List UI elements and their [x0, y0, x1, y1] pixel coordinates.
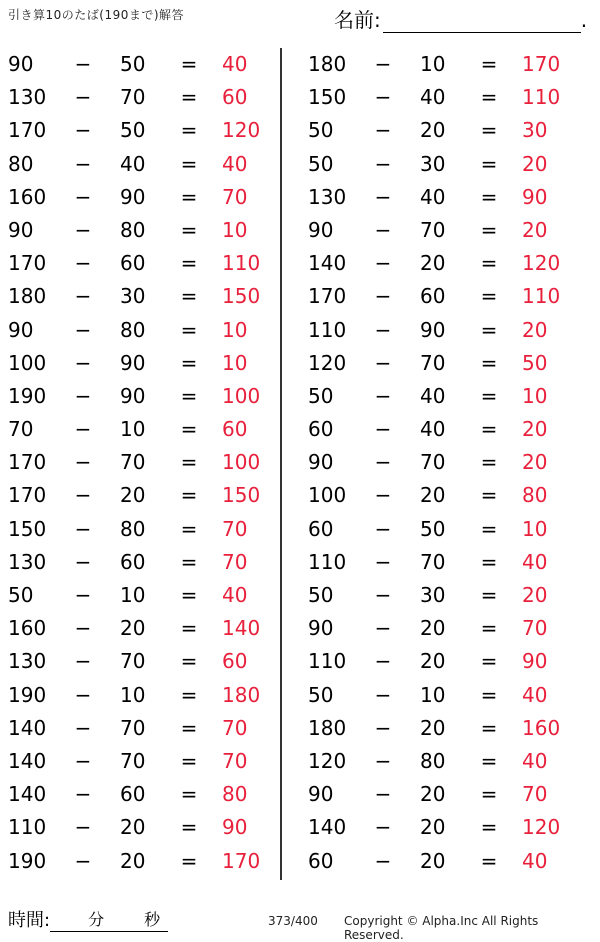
answer: 80 — [222, 782, 248, 807]
minus-sign: − — [374, 450, 392, 475]
equals-sign: = — [180, 217, 198, 242]
subtrahend: 40 — [120, 151, 146, 176]
minuend: 90 — [308, 782, 334, 807]
equals-sign: = — [180, 848, 198, 873]
column-divider — [280, 48, 282, 880]
minuend: 110 — [308, 649, 347, 674]
answer: 70 — [222, 748, 248, 773]
equals-sign: = — [480, 450, 498, 475]
minus-sign: − — [74, 184, 92, 209]
equals-sign: = — [180, 450, 198, 475]
equals-sign: = — [480, 217, 498, 242]
minus-sign: − — [374, 417, 392, 442]
subtrahend: 80 — [420, 748, 446, 773]
minutes-label: 分 — [88, 910, 105, 929]
minuend: 90 — [8, 52, 34, 76]
minus-sign: − — [74, 848, 92, 873]
minuend: 190 — [8, 383, 47, 408]
subtrahend: 20 — [420, 118, 446, 143]
equals-sign: = — [180, 184, 198, 209]
minuend: 100 — [8, 350, 47, 375]
minus-sign: − — [74, 350, 92, 375]
equals-sign: = — [480, 516, 498, 541]
minuend: 90 — [308, 616, 334, 641]
minuend: 120 — [308, 748, 347, 773]
minus-sign: − — [374, 848, 392, 873]
answer: 110 — [222, 251, 261, 276]
equals-sign: = — [180, 782, 198, 807]
seconds-label: 秒 — [144, 910, 161, 929]
subtrahend: 90 — [120, 383, 146, 408]
minus-sign: − — [374, 118, 392, 143]
subtrahend: 10 — [120, 682, 146, 707]
minuend: 180 — [308, 52, 347, 76]
subtrahend: 70 — [120, 715, 146, 740]
minus-sign: − — [374, 616, 392, 641]
minuend: 90 — [8, 217, 34, 242]
subtrahend: 40 — [420, 184, 446, 209]
answer: 20 — [522, 217, 548, 242]
minuend: 50 — [308, 383, 334, 408]
subtrahend: 70 — [420, 450, 446, 475]
answer: 180 — [222, 682, 261, 707]
minus-sign: − — [374, 748, 392, 773]
minuend: 70 — [8, 417, 34, 442]
minuend: 180 — [308, 715, 347, 740]
subtrahend: 20 — [420, 616, 446, 641]
answer: 10 — [222, 217, 248, 242]
minuend: 160 — [8, 616, 47, 641]
minus-sign: − — [74, 549, 92, 574]
subtrahend: 90 — [120, 184, 146, 209]
minuend: 50 — [308, 583, 334, 607]
answer: 70 — [222, 715, 248, 740]
minus-sign: − — [74, 450, 92, 475]
subtrahend: 10 — [420, 52, 446, 76]
subtrahend: 80 — [120, 217, 146, 242]
subtrahend: 30 — [420, 583, 446, 607]
minus-sign: − — [74, 118, 92, 143]
equals-sign: = — [480, 782, 498, 807]
minuend: 140 — [308, 815, 347, 840]
time-field — [8, 906, 168, 932]
minuend: 170 — [8, 483, 47, 508]
minus-sign: − — [74, 483, 92, 508]
equals-sign: = — [180, 715, 198, 740]
equals-sign: = — [180, 549, 198, 574]
minus-sign: − — [374, 383, 392, 408]
name-field — [334, 4, 587, 33]
answer: 60 — [222, 417, 248, 442]
subtrahend: 30 — [120, 284, 146, 309]
subtrahend: 20 — [120, 483, 146, 508]
subtrahend: 10 — [120, 583, 146, 607]
answer: 60 — [222, 85, 248, 110]
minuend: 90 — [308, 217, 334, 242]
equals-sign: = — [180, 52, 198, 76]
minus-sign: − — [74, 217, 92, 242]
name-label: 名前: — [334, 8, 381, 32]
minuend: 150 — [308, 85, 347, 110]
minus-sign: − — [374, 217, 392, 242]
subtrahend: 20 — [420, 483, 446, 508]
answer: 110 — [522, 284, 561, 309]
minus-sign: − — [374, 583, 392, 607]
minuend: 110 — [308, 317, 347, 342]
minuend: 50 — [308, 151, 334, 176]
equals-sign: = — [180, 417, 198, 442]
minuend: 160 — [8, 184, 47, 209]
answer: 70 — [222, 516, 248, 541]
minuend: 60 — [308, 848, 334, 873]
page-number: 373/400 — [268, 914, 318, 928]
subtrahend: 50 — [120, 118, 146, 143]
minus-sign: − — [74, 284, 92, 309]
answer: 20 — [522, 317, 548, 342]
subtrahend: 20 — [420, 848, 446, 873]
equals-sign: = — [480, 649, 498, 674]
equals-sign: = — [180, 350, 198, 375]
minus-sign: − — [74, 616, 92, 641]
equals-sign: = — [180, 251, 198, 276]
answer: 160 — [522, 715, 561, 740]
minus-sign: − — [74, 52, 92, 76]
time-line[interactable] — [50, 909, 168, 932]
minus-sign: − — [374, 284, 392, 309]
minuend: 140 — [308, 251, 347, 276]
answer: 170 — [522, 52, 561, 76]
answer: 70 — [522, 616, 548, 641]
subtrahend: 90 — [120, 350, 146, 375]
equals-sign: = — [480, 583, 498, 607]
time-label: 時間: — [8, 910, 51, 931]
minus-sign: − — [374, 317, 392, 342]
minuend: 130 — [8, 85, 47, 110]
equals-sign: = — [480, 350, 498, 375]
subtrahend: 60 — [120, 251, 146, 276]
equals-sign: = — [480, 184, 498, 209]
subtrahend: 30 — [420, 151, 446, 176]
subtrahend: 80 — [120, 317, 146, 342]
answer: 120 — [522, 815, 561, 840]
subtrahend: 20 — [120, 848, 146, 873]
subtrahend: 50 — [420, 516, 446, 541]
subtrahend: 70 — [120, 450, 146, 475]
equals-sign: = — [180, 516, 198, 541]
equals-sign: = — [180, 118, 198, 143]
minuend: 190 — [8, 682, 47, 707]
answer: 140 — [222, 616, 261, 641]
answer: 120 — [522, 251, 561, 276]
minus-sign: − — [74, 815, 92, 840]
minus-sign: − — [74, 649, 92, 674]
minus-sign: − — [374, 516, 392, 541]
answer: 20 — [522, 417, 548, 442]
minus-sign: − — [74, 383, 92, 408]
copyright-notice: Copyright © Alpha.Inc All Rights Reserved. — [344, 914, 539, 942]
minuend: 110 — [8, 815, 47, 840]
answer: 120 — [222, 118, 261, 143]
subtrahend: 10 — [120, 417, 146, 442]
equals-sign: = — [480, 151, 498, 176]
equals-sign: = — [480, 417, 498, 442]
answer: 40 — [522, 848, 548, 873]
name-end-mark: . — [580, 8, 588, 32]
minuend: 50 — [308, 118, 334, 143]
minus-sign: − — [74, 151, 92, 176]
subtrahend: 70 — [420, 217, 446, 242]
answer: 60 — [222, 649, 248, 674]
answer: 40 — [522, 748, 548, 773]
minus-sign: − — [374, 782, 392, 807]
minuend: 170 — [308, 284, 347, 309]
answer: 110 — [522, 85, 561, 110]
equals-sign: = — [480, 52, 498, 76]
subtrahend: 70 — [120, 85, 146, 110]
equals-sign: = — [180, 616, 198, 641]
minus-sign: − — [374, 52, 392, 76]
equals-sign: = — [480, 848, 498, 873]
minus-sign: − — [374, 483, 392, 508]
minuend: 110 — [308, 549, 347, 574]
equals-sign: = — [180, 151, 198, 176]
answer: 150 — [222, 284, 261, 309]
minuend: 140 — [8, 782, 47, 807]
answer: 70 — [222, 549, 248, 574]
answer: 70 — [522, 782, 548, 807]
subtrahend: 20 — [120, 815, 146, 840]
answer: 20 — [522, 583, 548, 607]
equals-sign: = — [180, 383, 198, 408]
answer: 40 — [222, 583, 248, 607]
equals-sign: = — [180, 682, 198, 707]
minus-sign: − — [374, 549, 392, 574]
minus-sign: − — [374, 85, 392, 110]
minuend: 130 — [8, 649, 47, 674]
equals-sign: = — [480, 284, 498, 309]
equals-sign: = — [180, 317, 198, 342]
answer: 90 — [522, 649, 548, 674]
minus-sign: − — [74, 516, 92, 541]
subtrahend: 50 — [120, 52, 146, 76]
answer: 40 — [222, 151, 248, 176]
subtrahend: 40 — [420, 383, 446, 408]
minus-sign: − — [374, 715, 392, 740]
minuend: 190 — [8, 848, 47, 873]
minus-sign: − — [74, 417, 92, 442]
equals-sign: = — [480, 383, 498, 408]
subtrahend: 20 — [420, 649, 446, 674]
equals-sign: = — [180, 284, 198, 309]
worksheet-title: 引き算10のたば(190まで)解答 — [8, 8, 185, 22]
minuend: 170 — [8, 450, 47, 475]
subtrahend: 70 — [120, 649, 146, 674]
subtrahend: 10 — [420, 682, 446, 707]
answer: 90 — [222, 815, 248, 840]
equals-sign: = — [480, 715, 498, 740]
answer: 50 — [522, 350, 548, 375]
equals-sign: = — [480, 682, 498, 707]
minus-sign: − — [74, 715, 92, 740]
minus-sign: − — [374, 350, 392, 375]
subtrahend: 20 — [420, 782, 446, 807]
equals-sign: = — [480, 815, 498, 840]
minuend: 150 — [8, 516, 47, 541]
subtrahend: 20 — [420, 251, 446, 276]
answer: 40 — [522, 549, 548, 574]
answer: 40 — [522, 682, 548, 707]
equals-sign: = — [180, 85, 198, 110]
answer: 100 — [222, 450, 261, 475]
subtrahend: 20 — [120, 616, 146, 641]
minuend: 60 — [308, 516, 334, 541]
minuend: 140 — [8, 715, 47, 740]
minus-sign: − — [374, 151, 392, 176]
answer: 10 — [522, 516, 548, 541]
equals-sign: = — [180, 483, 198, 508]
answer: 10 — [222, 350, 248, 375]
answer: 10 — [522, 383, 548, 408]
minus-sign: − — [374, 815, 392, 840]
minuend: 90 — [8, 317, 34, 342]
minus-sign: − — [374, 649, 392, 674]
minus-sign: − — [74, 748, 92, 773]
minuend: 100 — [308, 483, 347, 508]
minuend: 130 — [8, 549, 47, 574]
subtrahend: 60 — [120, 549, 146, 574]
equals-sign: = — [480, 748, 498, 773]
answer: 30 — [522, 118, 548, 143]
minuend: 90 — [308, 450, 334, 475]
subtrahend: 70 — [420, 350, 446, 375]
equals-sign: = — [480, 85, 498, 110]
subtrahend: 20 — [420, 815, 446, 840]
subtrahend: 80 — [120, 516, 146, 541]
equals-sign: = — [480, 118, 498, 143]
minuend: 170 — [8, 251, 47, 276]
answer: 170 — [222, 848, 261, 873]
equals-sign: = — [480, 317, 498, 342]
minuend: 60 — [308, 417, 334, 442]
equals-sign: = — [480, 483, 498, 508]
minuend: 80 — [8, 151, 34, 176]
answer: 40 — [222, 52, 248, 76]
subtrahend: 70 — [420, 549, 446, 574]
answer: 90 — [522, 184, 548, 209]
subtrahend: 60 — [120, 782, 146, 807]
minuend: 140 — [8, 748, 47, 773]
answer: 10 — [222, 317, 248, 342]
minuend: 180 — [8, 284, 47, 309]
minus-sign: − — [374, 251, 392, 276]
answer: 150 — [222, 483, 261, 508]
minuend: 120 — [308, 350, 347, 375]
subtrahend: 20 — [420, 715, 446, 740]
minus-sign: − — [74, 251, 92, 276]
minus-sign: − — [74, 85, 92, 110]
minuend: 170 — [8, 118, 47, 143]
minus-sign: − — [74, 583, 92, 607]
answer: 20 — [522, 450, 548, 475]
answer: 80 — [522, 483, 548, 508]
equals-sign: = — [180, 748, 198, 773]
equals-sign: = — [180, 649, 198, 674]
answer: 70 — [222, 184, 248, 209]
subtrahend: 90 — [420, 317, 446, 342]
equals-sign: = — [480, 616, 498, 641]
minus-sign: − — [374, 184, 392, 209]
minuend: 130 — [308, 184, 347, 209]
answer: 20 — [522, 151, 548, 176]
subtrahend: 40 — [420, 417, 446, 442]
equals-sign: = — [180, 583, 198, 607]
minus-sign: − — [74, 782, 92, 807]
equals-sign: = — [480, 549, 498, 574]
answer: 100 — [222, 383, 261, 408]
equals-sign: = — [180, 815, 198, 840]
minuend: 50 — [8, 583, 34, 607]
minuend: 50 — [308, 682, 334, 707]
subtrahend: 40 — [420, 85, 446, 110]
minus-sign: − — [74, 682, 92, 707]
subtrahend: 70 — [120, 748, 146, 773]
minus-sign: − — [74, 317, 92, 342]
name-line[interactable] — [383, 14, 581, 33]
equals-sign: = — [480, 251, 498, 276]
minus-sign: − — [374, 682, 392, 707]
subtrahend: 60 — [420, 284, 446, 309]
